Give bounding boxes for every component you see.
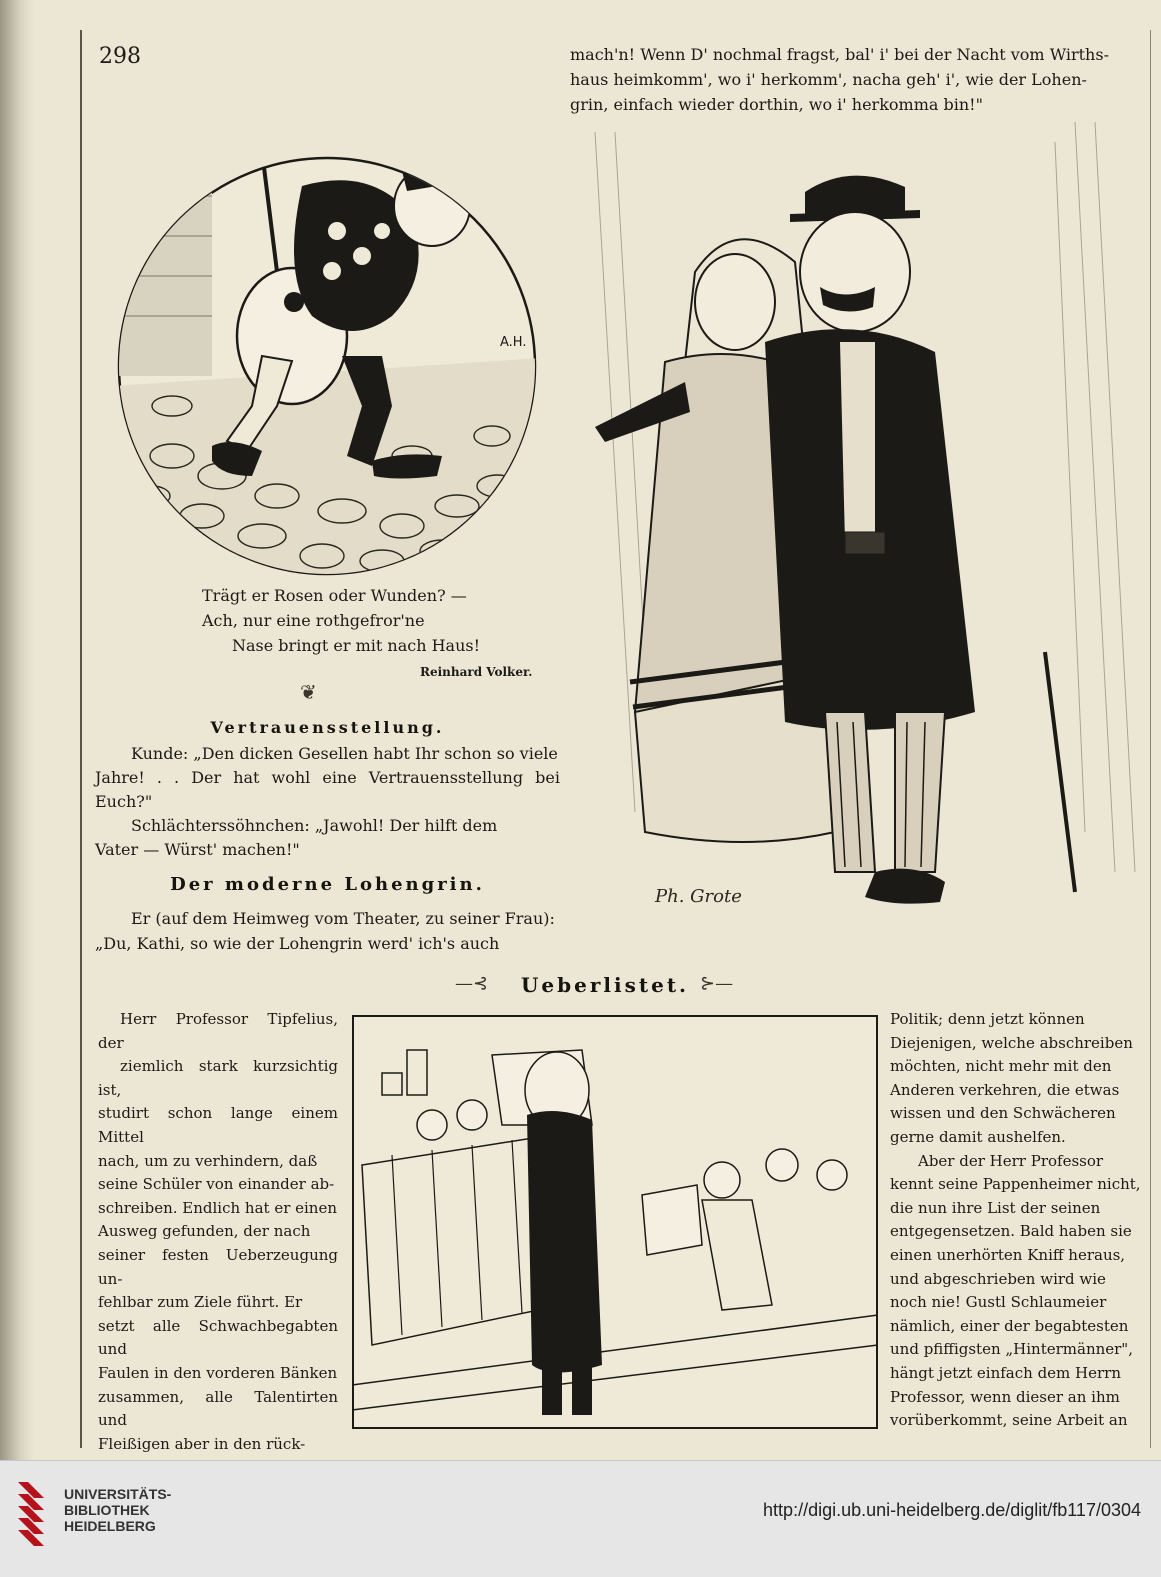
text-line: vorüberkommt, seine Arbeit an [890, 1411, 1128, 1430]
text-line: fehlbar zum Ziele führt. Er [98, 1293, 303, 1312]
text-line: Faulen in den vorderen Bänken [98, 1363, 338, 1382]
text-line: Fleißigen aber in den rück- [98, 1434, 306, 1453]
text-line: Politik; denn jetzt können [890, 1010, 1085, 1028]
library-name-line: HEIDELBERG [64, 1518, 156, 1534]
text-line: setzt alle Schwachbegabten und [98, 1316, 338, 1359]
section-title-ueberlistet: Ueberlistet. [520, 973, 690, 997]
library-name[interactable] [64, 1486, 171, 1534]
ornament-divider-icon: ❦ [300, 680, 317, 704]
text-line: noch nie! Gustl Schlaumeier [890, 1293, 1107, 1312]
text-line: seiner festen Ueberzeugung un- [98, 1245, 338, 1288]
library-name-line: UNIVERSITÄTS- [64, 1486, 172, 1502]
text-line: Schlächterssöhnchen: „Jawohl! Der hilft dem [131, 816, 498, 835]
text-line: grin, einfach wieder dorthin, wo i' herkomma bin!" [570, 95, 983, 114]
text-line: entgegensetzen. Bald haben sie [890, 1222, 1132, 1241]
section-body-lohengrin [95, 906, 560, 956]
illustration-couple [575, 112, 1155, 942]
text-line: Professor, wenn dieser an ihm [890, 1387, 1120, 1406]
text-line: Diejenigen, welche abschreiben [890, 1033, 1133, 1052]
ueberlistet-right-column [890, 1008, 1145, 1433]
text-line: und abgeschrieben wird wie [890, 1269, 1106, 1288]
text-line: Jahre! . . Der hat wohl eine Vertrauensstellung bei Euch?" [95, 768, 560, 811]
text-line: Aber der Herr Professor [918, 1151, 1104, 1170]
text-line: die nun ihre List der seinen [890, 1198, 1101, 1217]
text-line: schreiben. Endlich hat er einen [98, 1198, 338, 1217]
text-line: kennt seine Pappenheimer nicht, [890, 1175, 1141, 1194]
poem-author: Reinhard Volker. [420, 665, 533, 679]
text-line: Herr Professor Tipfelius, der [98, 1010, 338, 1052]
text-line: wissen und den Schwächeren [890, 1104, 1116, 1123]
illustration-signature: Ph. Grote [655, 886, 742, 907]
text-line: Vater — Würst' machen!" [95, 840, 300, 859]
text-line: Er (auf dem Heimweg vom Theater, zu seiner Frau): [131, 909, 555, 928]
library-logo-icon-graphic [14, 1478, 58, 1558]
illustration-classroom [352, 1015, 878, 1430]
library-name-line: BIBLIOTHEK [64, 1502, 150, 1518]
ueberlistet-left-column [98, 1008, 338, 1460]
text-line: zusammen, alle Talentirten und [98, 1387, 338, 1430]
lute-player-drawing [112, 56, 572, 586]
poem-line: Trägt er Rosen oder Wunden? — [202, 586, 467, 605]
text-line: „Du, Kathi, so wie der Lohengrin werd' ich's auch [95, 934, 500, 953]
poem-line: Ach, nur eine rothgefror'ne [202, 611, 425, 630]
section-title-lohengrin: Der moderne Lohengrin. [170, 874, 485, 895]
poem-line: Nase bringt er mit nach Haus! [232, 636, 481, 655]
text-line: haus heimkomm', wo i' herkomm', nacha geh' i', wie der Lohen- [570, 70, 1087, 89]
text-line: Kunde: „Den dicken Gesellen habt Ihr schon so viele [131, 744, 558, 763]
poem [140, 583, 560, 658]
ornament-right-icon: ⊱— [700, 973, 734, 994]
page-gutter-shadow [0, 0, 34, 1460]
library-logo-icon[interactable] [14, 1478, 58, 1562]
text-line: mach'n! Wenn D' nochmal fragst, bal' i' bei der Nacht vom Wirths- [570, 45, 1109, 64]
section-body-vertrauensstellung [95, 742, 560, 862]
text-line: nach, um zu verhindern, daß [98, 1151, 318, 1170]
text-line: Anderen verkehren, die etwas [890, 1080, 1120, 1099]
text-line: Ausweg gefunden, der nach [98, 1222, 311, 1241]
text-line: ziemlich stark kurzsichtig ist, [98, 1057, 338, 1099]
ornament-left-icon: —⊰ [455, 973, 489, 994]
text-line: seine Schüler von einander ab- [98, 1175, 335, 1194]
section-title-vertrauensstellung: Vertrauensstellung. [210, 718, 445, 737]
couple-drawing [575, 112, 1155, 942]
text-line: und pfiffigsten „Hintermänner", [890, 1340, 1133, 1359]
text-line: studirt schon lange einem Mittel [98, 1104, 338, 1146]
classroom-drawing [352, 1015, 878, 1430]
illustration-signature: A.H. [500, 335, 527, 350]
text-line: gerne damit aushelfen. [890, 1127, 1066, 1146]
text-line: nämlich, einer der begabtesten [890, 1316, 1129, 1335]
text-line: einen unerhörten Kniff heraus, [890, 1245, 1126, 1264]
illustration-lute-player [112, 56, 572, 586]
top-right-text [570, 42, 1150, 117]
page-number: 298 [99, 44, 141, 69]
text-line: hängt jetzt einfach dem Herrn [890, 1363, 1122, 1382]
permalink-url[interactable]: http://digi.ub.uni-heidelberg.de/diglit/fb117/0304 [763, 1500, 1141, 1520]
text-line: möchten, nicht mehr mit den [890, 1057, 1112, 1076]
